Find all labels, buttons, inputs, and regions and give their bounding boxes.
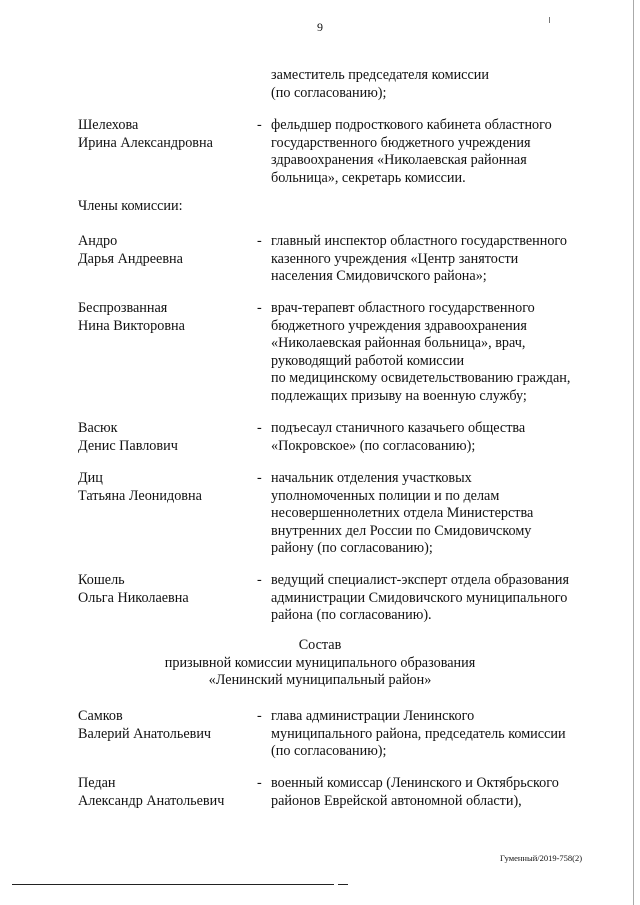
- role-line: врач-терапевт областного государственного: [271, 300, 535, 316]
- role-line: населения Смидовичского района»;: [271, 268, 487, 284]
- dash: -: [257, 708, 262, 724]
- role-line: районов Еврейской автономной области),: [271, 792, 522, 809]
- role-line: глава администрации Ленинского: [271, 708, 475, 724]
- person-role: [271, 300, 601, 405]
- given-names: Ирина Александровна: [78, 134, 213, 151]
- role-line: больница», секретарь комиссии.: [271, 169, 466, 186]
- role-line: бюджетного учреждения здравоохранения: [271, 317, 527, 334]
- heading-line: Состав: [298, 637, 342, 653]
- intro-role: [271, 67, 601, 102]
- role-line: муниципального района, председатель комиссии: [271, 725, 566, 742]
- dash: -: [257, 117, 262, 133]
- section-heading: [0, 637, 640, 690]
- role-line: заместитель председателя комиссии: [271, 67, 489, 83]
- role-line: (по согласованию);: [271, 743, 387, 759]
- surname: Педан: [78, 775, 116, 791]
- given-names: Александр Анатольевич: [78, 792, 225, 809]
- footer-rule-short: [338, 884, 348, 885]
- heading-line: призывной комиссии муниципального образования: [164, 654, 476, 671]
- given-names: Ольга Николаевна: [78, 589, 189, 606]
- given-names: Дарья Андреевна: [78, 250, 183, 267]
- person-name: [78, 420, 253, 455]
- person-role: [271, 117, 601, 187]
- surname: Кошель: [78, 572, 125, 588]
- person-role: [271, 233, 601, 286]
- given-names: Валерий Анатольевич: [78, 725, 212, 742]
- surname: Самков: [78, 708, 123, 724]
- given-names: Нина Викторовна: [78, 317, 185, 334]
- document-code: Гуменный/2019-758(2): [500, 853, 583, 863]
- surname: Васюк: [78, 420, 118, 436]
- role-line: по медицинскому освидетельствованию граждан,: [271, 370, 571, 386]
- given-names: Татьяна Леонидовна: [78, 487, 202, 504]
- person-role: [271, 775, 601, 810]
- person-role: [271, 708, 601, 761]
- role-line: внутренних дел России по Смидовичскому: [271, 522, 532, 539]
- role-line: казенного учреждения «Центр занятости: [271, 250, 519, 267]
- dash: -: [257, 233, 262, 249]
- role-line: фельдшер подросткового кабинета областного: [271, 117, 552, 133]
- dash: -: [257, 775, 262, 791]
- surname: Диц: [78, 470, 103, 486]
- person-name: [78, 775, 253, 810]
- dash: -: [257, 572, 262, 588]
- person-name: [78, 708, 253, 743]
- person-name: [78, 300, 253, 335]
- person-name: [78, 572, 253, 607]
- role-line: военный комиссар (Ленинского и Октябрьского: [271, 775, 559, 791]
- person-name: [78, 117, 253, 152]
- role-line: «Покровское» (по согласованию);: [271, 437, 476, 454]
- role-line: ведущий специалист-эксперт отдела образования: [271, 572, 570, 588]
- role-line: «Николаевская районная больница», врач,: [271, 335, 526, 351]
- surname: Шелехова: [78, 117, 139, 133]
- footer-rule: [12, 884, 334, 885]
- role-line: несовершеннолетних отдела Министерства: [271, 505, 534, 521]
- role-line: району (по согласованию);: [271, 540, 433, 556]
- role-line: района (по согласованию).: [271, 607, 432, 623]
- person-role: [271, 572, 601, 625]
- dash: -: [257, 470, 262, 486]
- surname: Андро: [78, 233, 118, 249]
- role-line: администрации Смидовичского муниципального: [271, 589, 568, 606]
- person-name: [78, 233, 253, 268]
- person-role: [271, 470, 601, 558]
- dash: -: [257, 300, 262, 316]
- role-line: (по согласованию);: [271, 84, 387, 101]
- scan-edge: [633, 0, 634, 905]
- role-line: подлежащих призыву на военную службу;: [271, 387, 527, 404]
- heading-line: «Ленинский муниципальный район»: [208, 672, 432, 688]
- person-role: [271, 420, 601, 455]
- role-line: руководящий работой комиссии: [271, 352, 465, 369]
- role-line: подъесаул станичного казачьего общества: [271, 420, 526, 436]
- role-line: начальник отделения участковых: [271, 470, 472, 486]
- role-line: государственного бюджетного учреждения: [271, 134, 531, 151]
- members-heading: Члены комиссии:: [78, 198, 183, 214]
- person-name: [78, 470, 253, 505]
- dash: -: [257, 420, 262, 436]
- page-number: 9: [317, 20, 323, 34]
- role-line: уполномоченных полиции и по делам: [271, 487, 500, 504]
- role-line: здравоохранения «Николаевская районная: [271, 152, 527, 168]
- role-line: главный инспектор областного государственного: [271, 233, 567, 249]
- given-names: Денис Павлович: [78, 437, 178, 454]
- surname: Беспрозванная: [78, 300, 168, 316]
